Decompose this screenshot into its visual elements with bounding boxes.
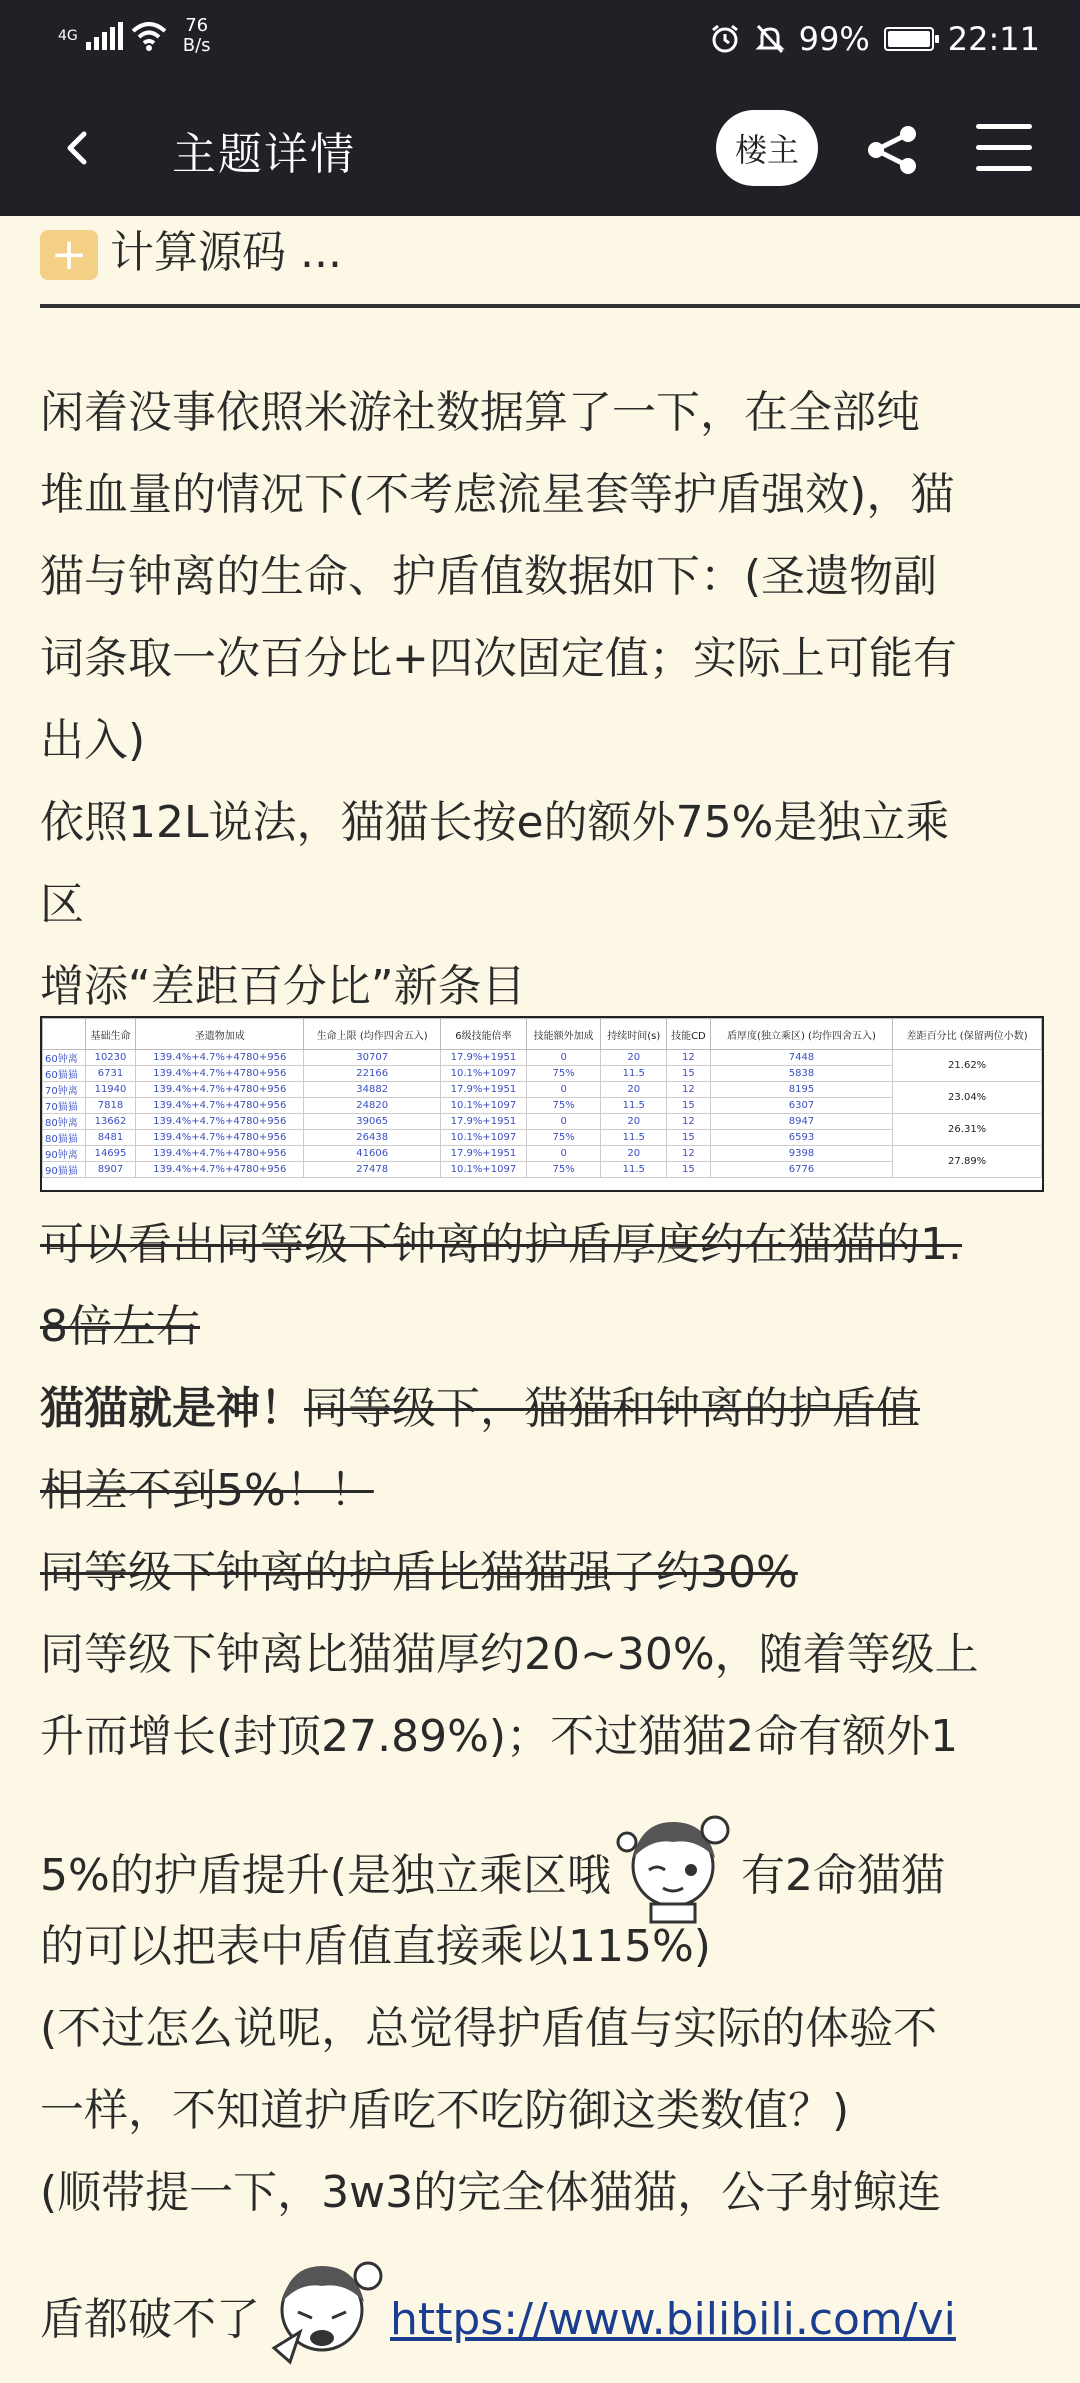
- table-cell: 23.04%: [893, 1082, 1042, 1114]
- post-line-4: 词条取一次百分比+四次固定值；实际上可能有: [40, 633, 957, 684]
- table-cell: 0: [527, 1146, 601, 1162]
- table-cell: 139.4%+4.7%+4780+956: [135, 1098, 303, 1114]
- table-cell: 7818: [86, 1098, 136, 1114]
- table-cell: 8947: [710, 1114, 893, 1130]
- table-header: 6级技能倍率: [440, 1019, 526, 1050]
- para-line-c2: 有2命猫猫: [740, 1850, 945, 1901]
- table-cell: 17.9%+1951: [440, 1114, 526, 1130]
- table-cell: 75%: [527, 1098, 601, 1114]
- table-cell: 41606: [304, 1146, 441, 1162]
- table-cell: 24820: [304, 1098, 441, 1114]
- strike-line-1b: 8倍左右: [40, 1301, 200, 1352]
- op-only-button[interactable]: 楼主: [716, 110, 818, 186]
- table-row-label: 60钟离: [43, 1050, 86, 1066]
- expand-label[interactable]: 计算源码 ...: [110, 227, 342, 278]
- table-cell: 27478: [304, 1162, 441, 1178]
- network-speed: [183, 16, 211, 56]
- battery-percent: 99%: [798, 20, 870, 58]
- table-row: [43, 1162, 1042, 1178]
- table-row-label: 90钟离: [43, 1146, 86, 1162]
- post-line-7: 区: [40, 879, 84, 930]
- table-cell: 20: [601, 1114, 667, 1130]
- table-header: 差距百分比 (保留两位小数): [893, 1019, 1042, 1050]
- data-table-image[interactable]: [40, 1016, 1044, 1192]
- table-row: [43, 1082, 1042, 1098]
- table-cell: 11940: [86, 1082, 136, 1098]
- table-cell: 20: [601, 1146, 667, 1162]
- post-line-3: 猫与钟离的生命、护盾值数据如下：(圣遗物副: [40, 551, 938, 602]
- post-line-5: 出入): [40, 715, 146, 766]
- page-title: 主题详情: [172, 129, 356, 180]
- table-header: 技能额外加成: [527, 1019, 601, 1050]
- table-cell: 11.5: [601, 1098, 667, 1114]
- table-cell: 15: [667, 1098, 711, 1114]
- app-bar: [0, 80, 1080, 216]
- table-cell: 6593: [710, 1130, 893, 1146]
- table-cell: 12: [667, 1146, 711, 1162]
- table-cell: 139.4%+4.7%+4780+956: [135, 1082, 303, 1098]
- para-line-a: 同等级下钟离比猫猫厚约20~30%，随着等级上: [40, 1629, 979, 1680]
- table-cell: 22166: [304, 1066, 441, 1082]
- table-cell: 8907: [86, 1162, 136, 1178]
- bilibili-link[interactable]: https://www.bilibili.com/vi: [390, 2294, 956, 2345]
- table-cell: 10.1%+1097: [440, 1066, 526, 1082]
- table-cell: 13662: [86, 1114, 136, 1130]
- table-cell: 14695: [86, 1146, 136, 1162]
- clock: 22:11: [947, 20, 1040, 58]
- table-cell: 0: [527, 1082, 601, 1098]
- table-header: 盾厚度(独立乘区) (均作四舍五入): [710, 1019, 893, 1050]
- table-cell: 26438: [304, 1130, 441, 1146]
- table-cell: 20: [601, 1082, 667, 1098]
- table-header: 生命上限 (均作四舍五入): [304, 1019, 441, 1050]
- table-cell: 10.1%+1097: [440, 1130, 526, 1146]
- table-row-label: 60猫猫: [43, 1066, 86, 1082]
- table-cell: 12: [667, 1082, 711, 1098]
- table-row-label: 80猫猫: [43, 1130, 86, 1146]
- table-cell: 9398: [710, 1146, 893, 1162]
- table-header: 技能CD: [667, 1019, 711, 1050]
- table-header: [43, 1019, 86, 1050]
- table-cell: 21.62%: [893, 1050, 1042, 1082]
- table-cell: 75%: [527, 1130, 601, 1146]
- bold-strike-line: [40, 1372, 920, 1436]
- table-cell: 0: [527, 1050, 601, 1066]
- alarm-icon: [709, 23, 741, 55]
- network-speed-value: 76: [185, 15, 209, 36]
- table-row-label: 70钟离: [43, 1082, 86, 1098]
- strike-line-3: 同等级下钟离的护盾比猫猫强了约30%: [40, 1547, 798, 1598]
- para-line-b: 升而增长(封顶27.89%)；不过猫猫2命有额外1: [40, 1711, 959, 1762]
- table-body: [43, 1050, 1042, 1178]
- table-cell: 6776: [710, 1162, 893, 1178]
- table-header: 持续时间(s): [601, 1019, 667, 1050]
- table-cell: 139.4%+4.7%+4780+956: [135, 1066, 303, 1082]
- post-line-2: 堆血量的情况下(不考虑流星套等护盾强效)，猫: [40, 469, 955, 520]
- table-cell: 15: [667, 1162, 711, 1178]
- table-cell: 10.1%+1097: [440, 1162, 526, 1178]
- para-line-h1: 盾都破不了: [40, 2294, 260, 2345]
- table-cell: 11.5: [601, 1066, 667, 1082]
- plus-icon[interactable]: +: [40, 230, 98, 280]
- wifi-icon: [131, 21, 167, 51]
- table-cell: 11.5: [601, 1130, 667, 1146]
- table-cell: 17.9%+1951: [440, 1146, 526, 1162]
- table-cell: 5838: [710, 1066, 893, 1082]
- table-cell: 11.5: [601, 1162, 667, 1178]
- table-cell: 30707: [304, 1050, 441, 1066]
- strike-line-1a: 可以看出同等级下钟离的护盾厚度约在猫猫的1.: [40, 1219, 962, 1270]
- network-speed-unit: B/s: [182, 35, 211, 56]
- table-cell: 20: [601, 1050, 667, 1066]
- table-cell: 27.89%: [893, 1146, 1042, 1178]
- table-cell: 139.4%+4.7%+4780+956: [135, 1050, 303, 1066]
- table-cell: 12: [667, 1114, 711, 1130]
- table-row: [43, 1114, 1042, 1130]
- table-cell: 6307: [710, 1098, 893, 1114]
- table-cell: 139.4%+4.7%+4780+956: [135, 1130, 303, 1146]
- table-row: [43, 1146, 1042, 1162]
- table-header-row: [43, 1019, 1042, 1050]
- table-cell: 6731: [86, 1066, 136, 1082]
- table-row: [43, 1130, 1042, 1146]
- battery-icon: [884, 27, 934, 51]
- table-cell: 75%: [527, 1162, 601, 1178]
- table-cell: 17.9%+1951: [440, 1082, 526, 1098]
- status-bar: [0, 0, 1080, 80]
- table-cell: 15: [667, 1130, 711, 1146]
- table-cell: 39065: [304, 1114, 441, 1130]
- post-line-6: 依照12L说法，猫猫长按e的额外75%是独立乘: [40, 797, 950, 848]
- table-cell: 15: [667, 1066, 711, 1082]
- para-line-d: 的可以把表中盾值直接乘以115%): [40, 1921, 711, 1972]
- table-row-label: 90猫猫: [43, 1162, 86, 1178]
- divider: [40, 304, 1080, 308]
- para-line-e: (不过怎么说呢，总觉得护盾值与实际的体验不: [40, 2003, 938, 2054]
- table-cell: 139.4%+4.7%+4780+956: [135, 1114, 303, 1130]
- expand-code-row[interactable]: [40, 216, 342, 280]
- table-cell: 26.31%: [893, 1114, 1042, 1146]
- data-table: [42, 1018, 1042, 1178]
- crying-sticker-icon: [260, 2252, 390, 2372]
- table-cell: 7448: [710, 1050, 893, 1066]
- back-arrow-icon[interactable]: [58, 120, 98, 176]
- table-cell: 8195: [710, 1082, 893, 1098]
- table-cell: 17.9%+1951: [440, 1050, 526, 1066]
- table-cell: 139.4%+4.7%+4780+956: [135, 1162, 303, 1178]
- table-cell: 0: [527, 1114, 601, 1130]
- table-row-label: 80钟离: [43, 1114, 86, 1130]
- table-header: 基础生命: [86, 1019, 136, 1050]
- para-line-c1: 5%的护盾提升(是独立乘区哦: [40, 1850, 611, 1901]
- table-header: 圣遗物加成: [135, 1019, 303, 1050]
- menu-icon[interactable]: [976, 124, 1032, 172]
- table-cell: 12: [667, 1050, 711, 1066]
- signal-icon: [86, 22, 123, 50]
- strike-line-2a: 同等级下，猫猫和钟离的护盾值: [304, 1383, 920, 1434]
- table-cell: 10.1%+1097: [440, 1098, 526, 1114]
- para-line-g: (顺带提一下，3w3的完全体猫猫，公子射鲸连: [40, 2167, 942, 2218]
- table-cell: 8481: [86, 1130, 136, 1146]
- share-icon[interactable]: [864, 124, 920, 176]
- post-line-1: 闲着没事依照米游社数据算了一下，在全部纯: [40, 387, 920, 438]
- table-cell: 139.4%+4.7%+4780+956: [135, 1146, 303, 1162]
- status-left: [58, 16, 211, 56]
- signal-type-label: 4G: [58, 28, 78, 44]
- table-cell: 34882: [304, 1082, 441, 1098]
- table-cell: 75%: [527, 1066, 601, 1082]
- strike-line-2b: 相差不到5%！！: [40, 1465, 374, 1516]
- mute-bell-icon: [755, 23, 785, 55]
- bold-text: 猫猫就是神！: [40, 1383, 304, 1434]
- table-row-label: 70猫猫: [43, 1098, 86, 1114]
- table-row: [43, 1066, 1042, 1082]
- status-right: [709, 20, 1040, 58]
- post-line-8: 增添“差距百分比”新条目: [40, 961, 526, 1012]
- table-row: [43, 1098, 1042, 1114]
- para-line-h: [40, 2262, 956, 2382]
- table-cell: 10230: [86, 1050, 136, 1066]
- para-line-f: 一样，不知道护盾吃不吃防御这类数值？): [40, 2085, 850, 2136]
- table-row: [43, 1050, 1042, 1066]
